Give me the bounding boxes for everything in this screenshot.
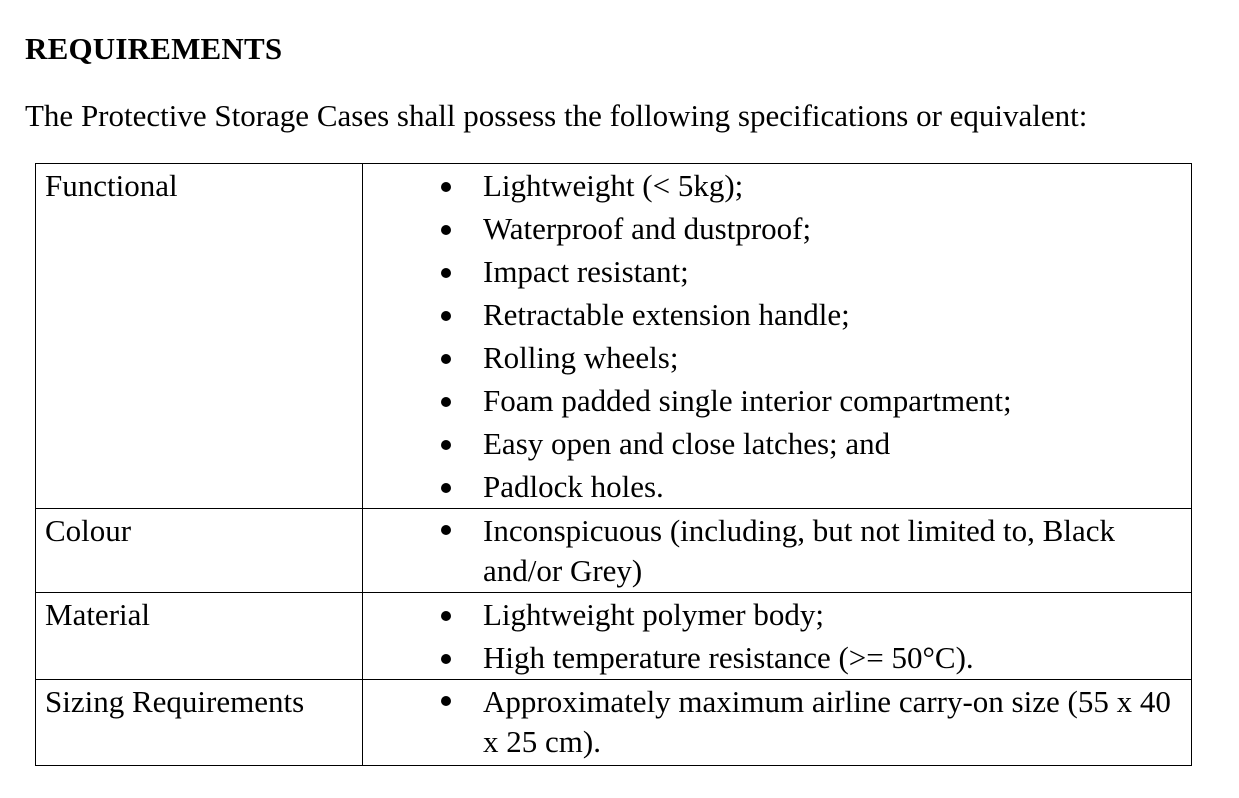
- list-item: [363, 465, 1191, 508]
- bullet-icon: [431, 680, 461, 720]
- row-label-functional: Functional: [36, 164, 363, 509]
- list-item: [363, 422, 1191, 465]
- list-item-text: Foam padded single interior compartment;: [483, 383, 1012, 418]
- bullet-icon: [431, 379, 461, 422]
- bullet-icon: [431, 293, 461, 336]
- bullet-icon: [431, 465, 461, 508]
- row-items-sizing: [363, 680, 1192, 766]
- table-row-material: [36, 593, 1192, 680]
- bullet-icon: [431, 207, 461, 250]
- bullet-icon: [431, 422, 461, 465]
- list-item: [363, 164, 1191, 207]
- row-label-material: Material: [36, 593, 363, 680]
- table-row-functional: [36, 164, 1192, 509]
- section-heading: REQUIREMENTS: [25, 31, 283, 66]
- list-item-text: Easy open and close latches; and: [483, 426, 891, 461]
- bullet-list: [363, 593, 1191, 679]
- table-row-sizing: [36, 680, 1192, 766]
- bullet-icon: [431, 509, 461, 549]
- list-item-text: Lightweight polymer body;: [483, 597, 824, 632]
- list-item: [363, 250, 1191, 293]
- list-item-text: High temperature resistance (>= 50°C).: [483, 640, 974, 675]
- bullet-icon: [431, 636, 461, 679]
- list-item: [363, 680, 1191, 762]
- list-item-text: Impact resistant;: [483, 254, 689, 289]
- row-label-sizing: Sizing Requirements: [36, 680, 363, 766]
- list-item: [363, 293, 1191, 336]
- list-item: [363, 636, 1191, 679]
- table-row-colour: [36, 509, 1192, 593]
- list-item-text: Waterproof and dustproof;: [483, 211, 812, 246]
- bullet-icon: [431, 336, 461, 379]
- list-item-text: Rolling wheels;: [483, 340, 679, 375]
- bullet-list: [363, 680, 1191, 762]
- list-item: [363, 593, 1191, 636]
- list-item: [363, 379, 1191, 422]
- row-items-colour: [363, 509, 1192, 593]
- list-item-text: Padlock holes.: [483, 469, 664, 504]
- bullet-list: [363, 164, 1191, 508]
- list-item: [363, 509, 1191, 591]
- bullet-icon: [431, 593, 461, 636]
- row-items-functional: [363, 164, 1192, 509]
- bullet-icon: [431, 250, 461, 293]
- row-items-material: [363, 593, 1192, 680]
- list-item-text: Lightweight (< 5kg);: [483, 168, 744, 203]
- list-item: [363, 207, 1191, 250]
- requirements-table: [35, 163, 1192, 766]
- intro-paragraph: The Protective Storage Cases shall possess the following specifications or equivalent:: [25, 98, 1088, 133]
- list-item-text: Retractable extension handle;: [483, 297, 850, 332]
- bullet-list: [363, 509, 1191, 591]
- list-item-text: Inconspicuous (including, but not limited to, Black and/or Grey): [483, 513, 1115, 588]
- bullet-icon: [431, 164, 461, 207]
- row-label-colour: Colour: [36, 509, 363, 593]
- list-item: [363, 336, 1191, 379]
- list-item-text: Approximately maximum airline carry-on size (55 x 40 x 25 cm).: [483, 684, 1171, 759]
